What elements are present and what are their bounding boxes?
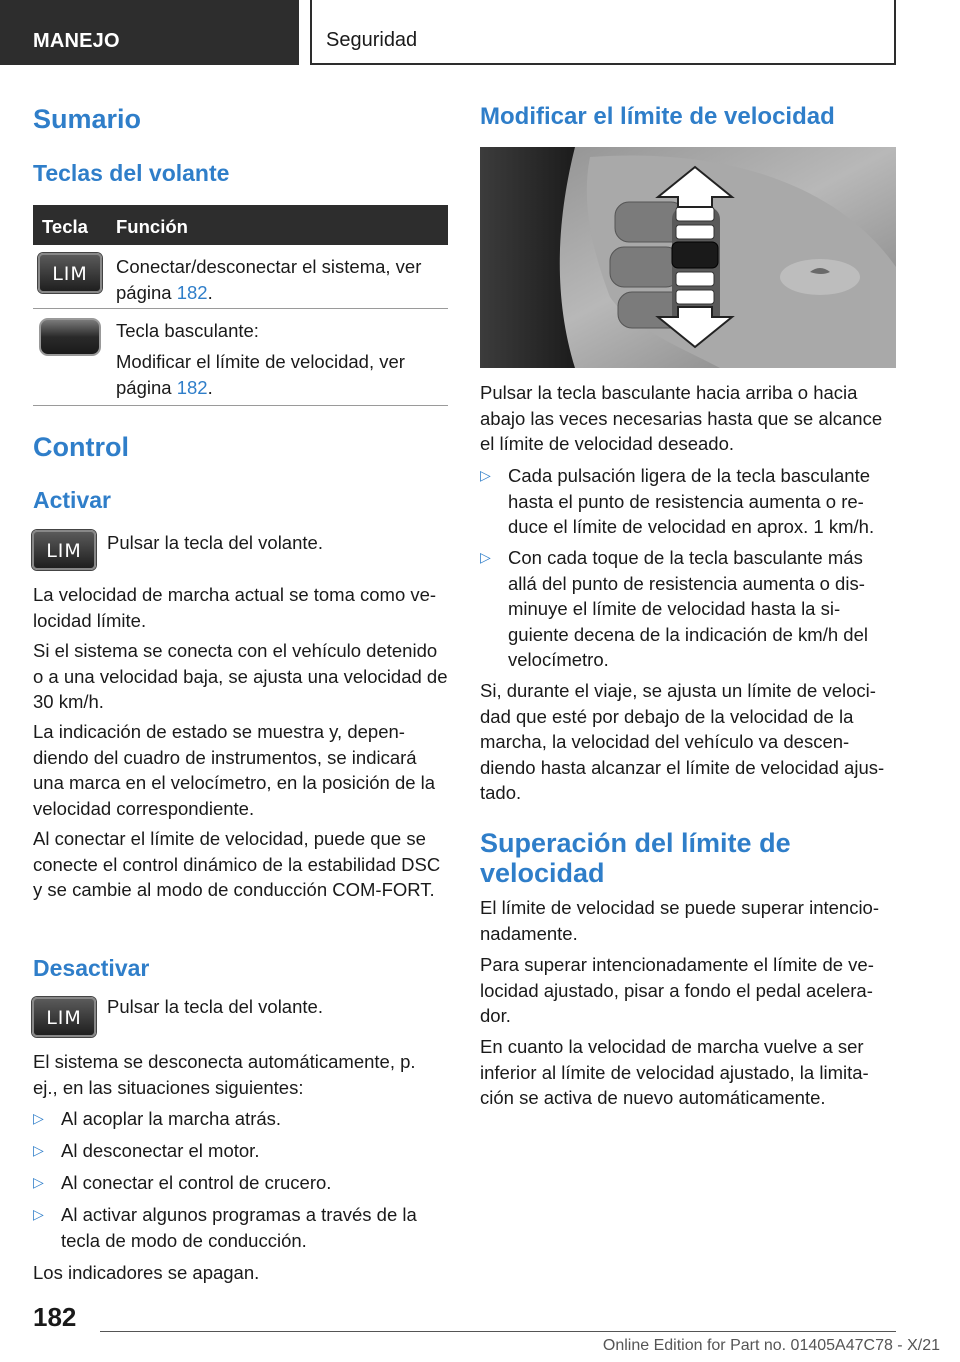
keys-subheading: Teclas del volante [33, 160, 230, 186]
page-number: 182 [33, 1302, 77, 1332]
summary-heading: Sumario [33, 104, 142, 134]
para-status: La indicación de estado se muestra y, depen‐diendo del cuadro de instrumentos, se indicará una marca en el velocímetro, en la posición de la velocidad correspondiente. [33, 721, 436, 819]
list-item: ▷ Con cada toque de la tecla basculante más allá del punto de resistencia aumenta o dis‐minuye el límite de velocidad hasta la si‐guiente decena de la indicación de km/h del velocímetro. [480, 547, 868, 670]
steering-wheel-image [480, 147, 896, 368]
page-link-182-b[interactable]: 182 [176, 376, 208, 398]
para-indicators-off: Los indicadores se apagan. [33, 1262, 260, 1283]
list-item: ▷ Al acoplar la marcha atrás. [33, 1106, 448, 1132]
list-item: ▷ Al activar algunos programas a través de la tecla de modo de conducción. [33, 1204, 417, 1251]
triangle-bullet-icon: ▷ [480, 467, 491, 483]
lim-key-icon-deactivate: LIM [32, 997, 96, 1037]
col-function-header: Función [116, 216, 188, 237]
para-decel: Si, durante el viaje, se ajusta un límite de veloci‐dad que esté por debajo de la velocidad de la marcha, la velocidad del vehículo va descen‐diendo hasta alcanzar el límite de velocidad ajus‐tado. [480, 680, 885, 803]
chapter-label: Seguridad [326, 29, 418, 51]
lim-key-icon-activate: LIM [32, 530, 96, 570]
row1-text: Conectar/desconectar el sistema, ver página 182. [116, 256, 422, 303]
para-press-rocker: Pulsar la tecla basculante hacia arriba o hacia abajo las veces necesarias hasta que se alcance el límite de velocidad deseado. [480, 382, 883, 454]
para-reactivate: En cuanto la velocidad de marcha vuelve a ser inferior al límite de velocidad ajustado, la limita‐ción se activa de nuevo automáticamente. [480, 1036, 869, 1108]
page-link-182[interactable]: 182 [176, 281, 208, 303]
para-auto-off: El sistema se desconecta automáticamente, p. ej., en las situaciones siguientes: [33, 1051, 416, 1098]
steering-wheel-rocker-photo [480, 147, 896, 368]
list-item: ▷ Al desconectar el motor. [33, 1138, 448, 1164]
deactivate-subheading: Desactivar [33, 955, 150, 981]
section-label: MANEJO [33, 30, 120, 52]
triangle-bullet-icon: ▷ [480, 549, 491, 565]
modify-heading: Modificar el límite de velocidad [480, 103, 835, 130]
triangle-bullet-icon: ▷ [33, 1142, 44, 1158]
activate-subheading: Activar [33, 487, 111, 513]
para-exceed-intentional: El límite de velocidad se puede superar intencio‐nadamente. [480, 897, 880, 944]
table-divider [33, 308, 448, 309]
section-tab [0, 0, 299, 65]
triangle-bullet-icon: ▷ [33, 1110, 44, 1126]
col-key-header: Tecla [42, 216, 88, 237]
list-item: ▷ Al conectar el control de crucero. [33, 1170, 448, 1196]
row2-line1: Tecla basculante: [116, 320, 259, 341]
para-pedal: Para superar intencionadamente el límite de ve‐locidad ajustado, pisar a fondo el pedal acelera‐dor. [480, 954, 874, 1026]
chapter-tab [310, 0, 896, 65]
exceed-heading: Superación del límite de velocidad [480, 828, 791, 888]
para-dsc: Al conectar el límite de velocidad, puede que se conecte el control dinámico de la estabilidad DSC y se cambie al modo de conducción COM‐FORT. [33, 828, 441, 900]
rocker-key-icon [39, 318, 101, 356]
triangle-bullet-icon: ▷ [33, 1174, 44, 1190]
row2-text: Modificar el límite de velocidad, ver página 182. [116, 351, 405, 398]
table-bottom-rule [33, 405, 448, 406]
activate-text: Pulsar la tecla del volante. [107, 532, 323, 553]
footer-rule [100, 1331, 896, 1332]
control-heading: Control [33, 432, 129, 462]
triangle-bullet-icon: ▷ [33, 1206, 44, 1222]
keys-table-header [33, 205, 448, 245]
lim-key-icon: LIM [38, 253, 102, 293]
para-stationary: Si el sistema se conecta con el vehículo detenido o a una velocidad baja, se ajusta una velocidad de 30 km/h. [33, 640, 448, 712]
footer-edition: Online Edition for Part no. 01405A47C78 - X/21 [602, 1337, 940, 1354]
para-current-speed: La velocidad de marcha actual se toma como ve‐locidad límite. [33, 584, 437, 631]
deactivate-text: Pulsar la tecla del volante. [107, 996, 323, 1017]
list-item: ▷ Cada pulsación ligera de la tecla basculante hasta el punto de resistencia aumenta o re‐duce el límite de velocidad en aprox. 1 km/h. [480, 465, 875, 537]
